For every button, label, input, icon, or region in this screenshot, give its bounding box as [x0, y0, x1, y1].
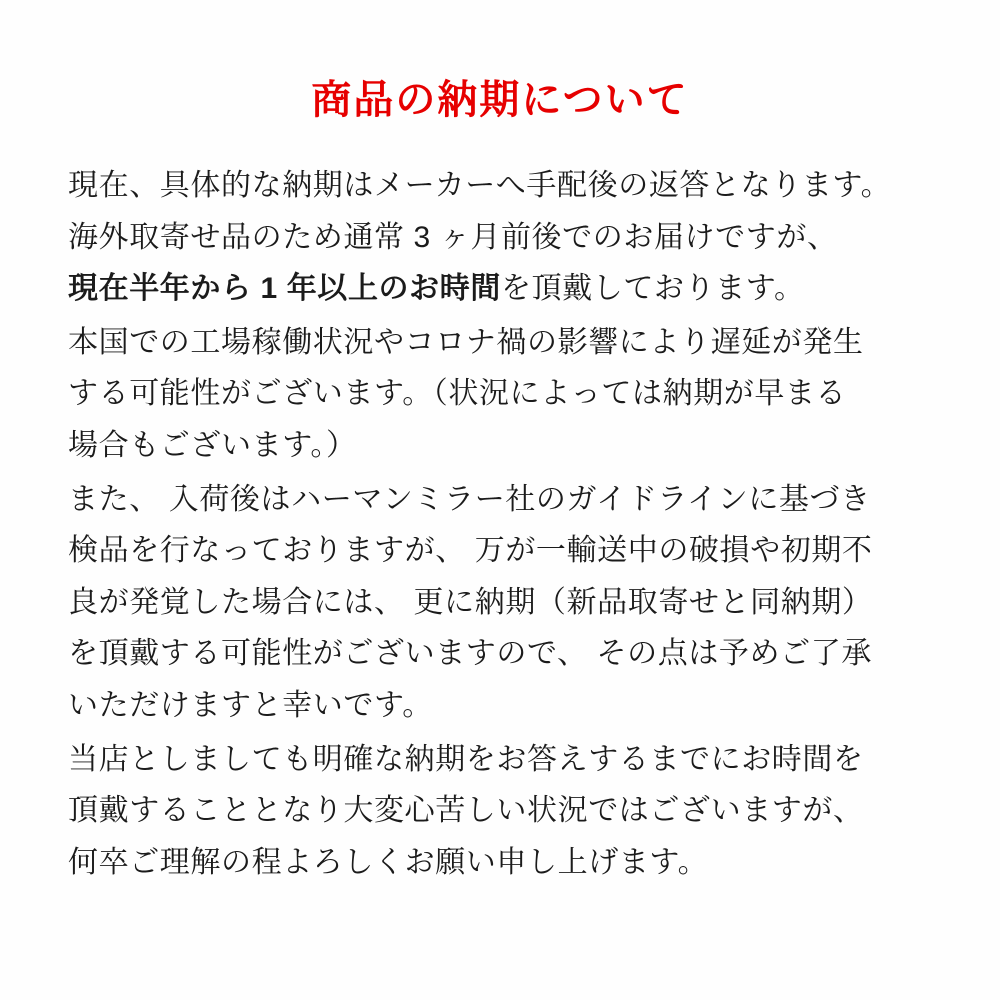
body-text: いただけますと幸いです。 [68, 688, 433, 722]
body-text: 当店としましても明確な納期をお答えするまでにお時間を [68, 742, 864, 776]
body-text: 海外取寄せ品のため通常 3 ヶ月前後でのお届けですが、 [68, 220, 838, 254]
body-text: また、 入荷後はハーマンミラー社のガイドラインに基づき [68, 482, 871, 516]
emphasis-text: 現在半年から 1 年以上のお時間 [68, 272, 501, 306]
notice-line [68, 577, 932, 629]
body-text: 検品を行なっておりますが、 万が一輸送中の破損や初期不 [68, 534, 873, 568]
notice-line [68, 160, 932, 212]
body-text: 現在、具体的な納期はメーカーへ手配後の返答となります。 [68, 169, 892, 202]
body-text: 場合もございます。） [68, 428, 357, 462]
notice-paragraph-delivery-estimate [68, 160, 932, 315]
notice-line [68, 837, 932, 889]
notice-paragraph-delay-notice [68, 317, 932, 472]
notice-line [68, 368, 932, 420]
notice-line [68, 474, 932, 526]
notice-body [68, 160, 932, 890]
notice-line [68, 628, 932, 680]
notice-line [68, 680, 932, 732]
body-text: 頂戴することとなり大変心苦しい状況ではございますが、 [68, 794, 864, 828]
body-text: 本国での工場稼働状況やコロナ禍の影響により遅延が発生 [68, 325, 864, 359]
page-title: 商品の納期について [311, 78, 689, 122]
notice-line [68, 420, 932, 472]
notice-line [68, 525, 932, 577]
notice-line [68, 734, 932, 786]
body-text: 良が発覚した場合には、 更に納期（新品取寄せと同納期） [68, 585, 873, 619]
notice-line [68, 317, 932, 369]
notice-line [68, 263, 932, 315]
notice-line [68, 212, 932, 264]
body-text: 何卒ご理解の程よろしくお願い申し上げます。 [68, 845, 709, 879]
notice-paragraph-apology-notice [68, 734, 932, 889]
body-text: を頂戴する可能性がございますので、 その点は予めご了承 [68, 637, 872, 671]
body-text: する可能性がございます。（状況によっては納期が早まる [68, 377, 847, 411]
notice-line [68, 785, 932, 837]
body-text: を頂戴しております。 [500, 272, 805, 306]
notice-paragraph-inspection-notice [68, 474, 932, 732]
